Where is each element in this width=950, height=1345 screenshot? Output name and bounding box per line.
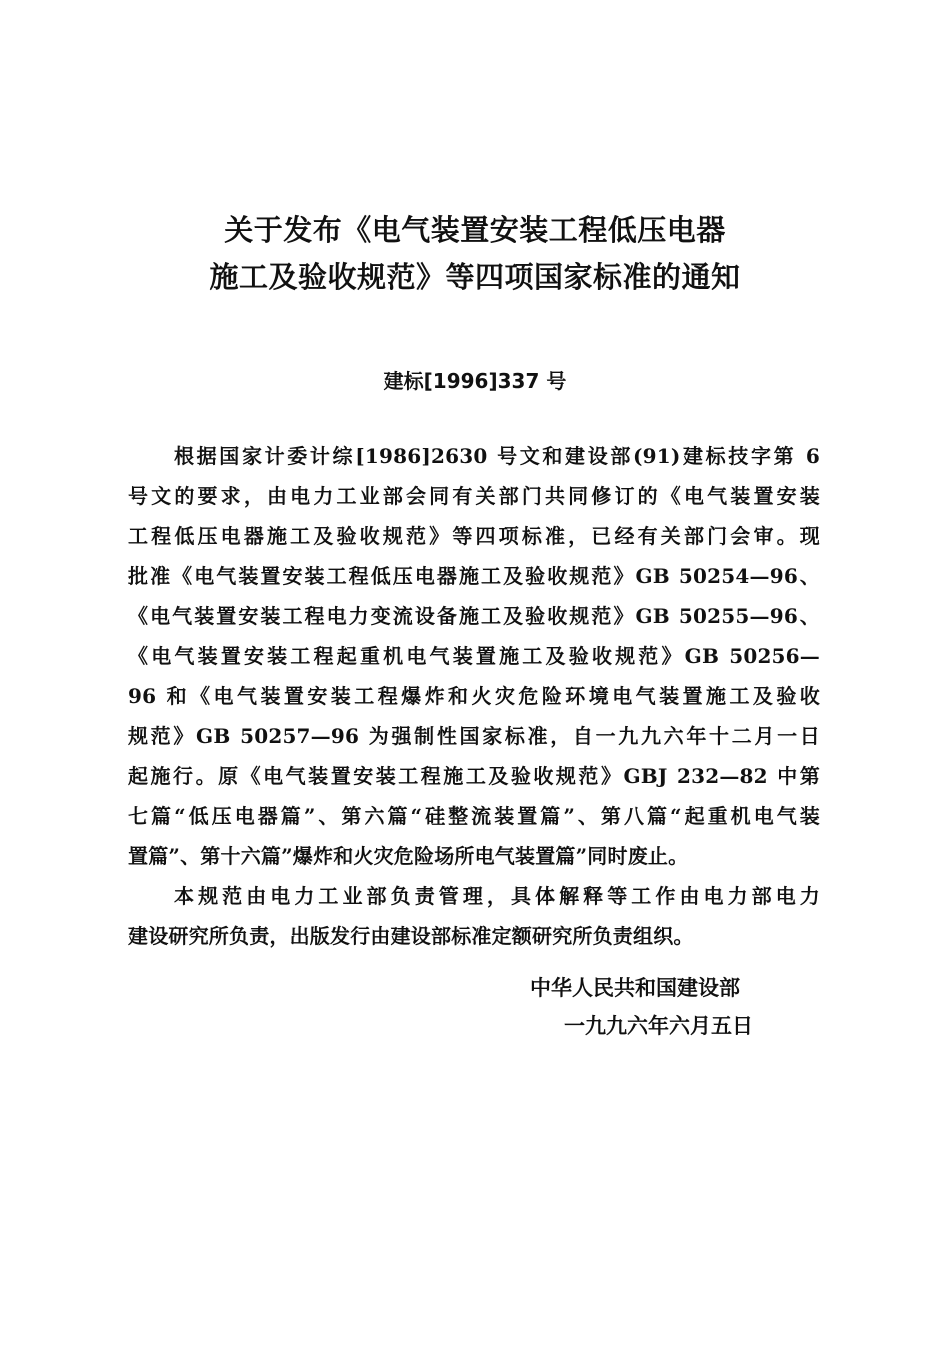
body-line: 工程低压电器施工及验收规范》等四项标准，已经有关部门会审。现 xyxy=(128,524,820,548)
body-line: 起施行。原《电气装置安装工程施工及验收规范》GBJ 232—82 中第 xyxy=(128,764,820,788)
body-line: 规范》GB 50257—96 为强制性国家标准，自一九九六年十二月一日 xyxy=(128,724,820,748)
issue-date: 一九九六年六月五日 xyxy=(564,1013,753,1038)
body-line: 根据国家计委计综[1986]2630 号文和建设部(91)建标技字第 6 xyxy=(174,444,820,468)
notice-title-line-2: 施工及验收规范》等四项国家标准的通知 xyxy=(209,260,741,294)
body-line: 批准《电气装置安装工程低压电器施工及验收规范》GB 50254—96、 xyxy=(128,564,820,588)
issuing-organization: 中华人民共和国建设部 xyxy=(530,976,740,1000)
body-line: 96 和《电气装置安装工程爆炸和火灾危险环境电气装置施工及验收 xyxy=(128,684,820,708)
signature-block xyxy=(530,969,790,1045)
body-line: 本规范由电力工业部负责管理，具体解释等工作由电力部电力 xyxy=(174,884,820,908)
document-number: 建标[1996]337 号 xyxy=(383,369,567,393)
body-line: 置篇”、第十六篇”爆炸和火灾危险场所电气装置篇”同时废止。 xyxy=(128,844,689,868)
body-line: 建设研究所负责，出版发行由建设部标准定额研究所负责组织。 xyxy=(128,924,694,948)
notice-title-line-1: 关于发布《电气装置安装工程低压电器 xyxy=(224,213,726,247)
body-line: 《电气装置安装工程起重机电气装置施工及验收规范》GB 50256— xyxy=(128,644,820,668)
notice-body xyxy=(128,436,820,956)
body-line: 《电气装置安装工程电力变流设备施工及验收规范》GB 50255—96、 xyxy=(128,604,820,628)
body-line: 号文的要求，由电力工业部会同有关部门共同修订的《电气装置安装 xyxy=(128,484,820,508)
body-line: 七篇“低压电器篇”、第六篇“硅整流装置篇”、第八篇“起重机电气装 xyxy=(128,804,820,828)
